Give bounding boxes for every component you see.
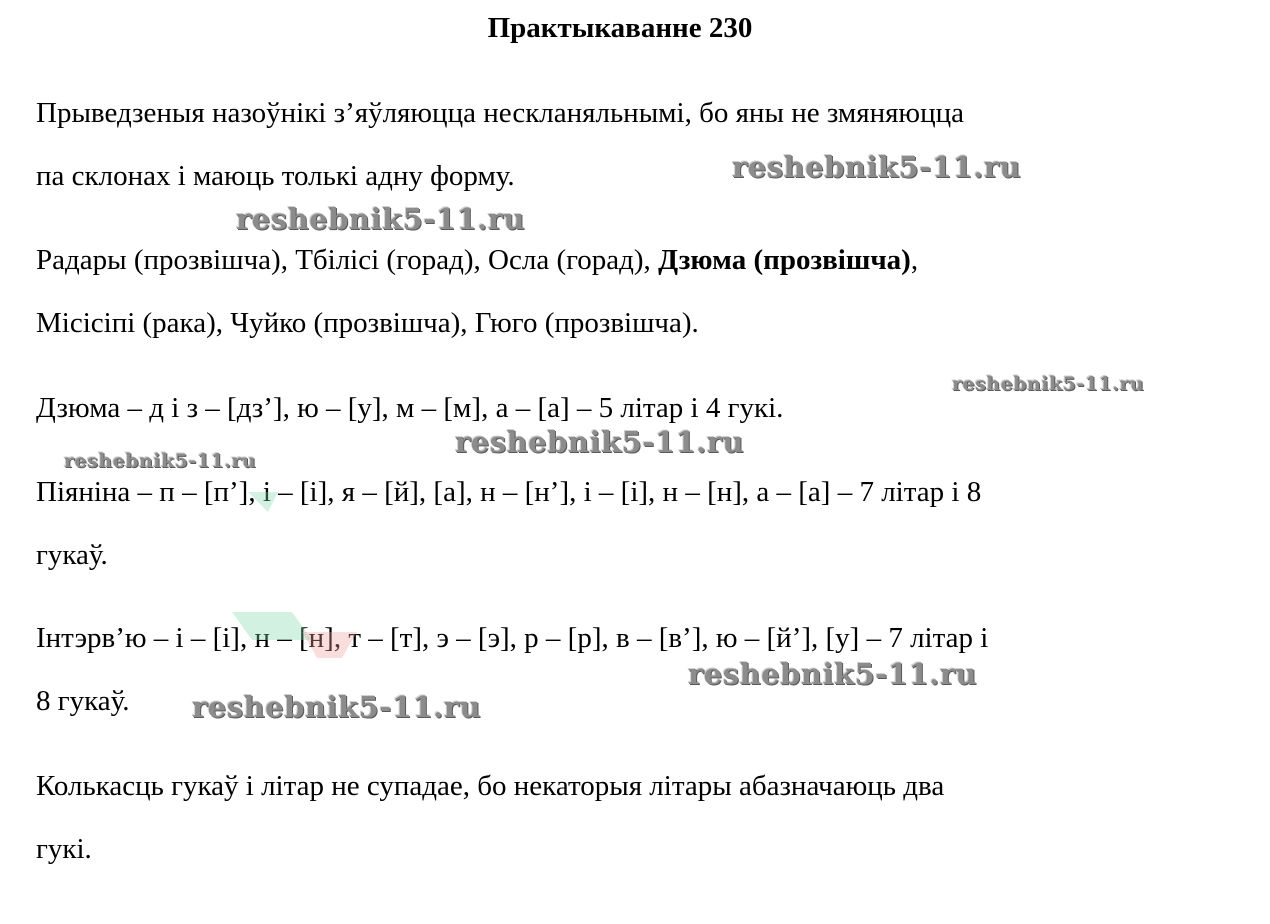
decorative-shape-small [248,492,288,514]
text-line-7: гукаў. [36,539,108,571]
text-line-3 [36,242,918,278]
page-title: Практыкаванне 230 [487,12,753,44]
bold-noun: Дзюма (прозвішча) [658,244,911,276]
text-line-1: Прыведзеныя назоўнікі з’яўляюцца нескланяльнымі, бо яны не змяняюцца [36,97,964,129]
text-line-9: 8 гукаў. [36,685,130,717]
watermark: reshebnik5-11.ru [952,373,1145,395]
watermark: reshebnik5-11.ru [732,150,1022,184]
watermark: reshebnik5-11.ru [236,202,526,236]
text-line-6: Піяніна – п – [п’], і – [і], я – [й], [а], н – [н’], і – [і], н – [н], а – [а] – 7 літар і 8 [36,476,982,508]
watermark: reshebnik5-11.ru [688,657,978,691]
decorative-shape [232,610,362,660]
text-line-8: Інтэрв’ю – і – [і], н – [н], т – [т], э – [э], р – [р], в – [в’], ю – [й’], [у] – 7 літар і [36,622,989,654]
watermark: reshebnik5-11.ru [192,690,482,724]
comma: , [910,244,919,276]
watermark: reshebnik5-11.ru [455,425,745,459]
nouns-list-part: Радары (прозвішча), Тбілісі (горад), Осла (горад), [36,244,659,276]
text-line-11: гукі. [36,833,92,865]
text-line-4: Місісіпі (рака), Чуйко (прозвішча), Гюго (прозвішча). [36,307,699,339]
watermark: reshebnik5-11.ru [64,450,257,472]
text-line-5: Дзюма – д і з – [дз’], ю – [у], м – [м], а – [а] – 5 літар і 4 гукі. [36,392,784,424]
text-line-10: Колькасць гукаў і літар не супадае, бо некаторыя літары абазначаюць два [36,770,945,802]
text-line-2: па склонах і маюць толькі адну форму. [36,160,515,192]
